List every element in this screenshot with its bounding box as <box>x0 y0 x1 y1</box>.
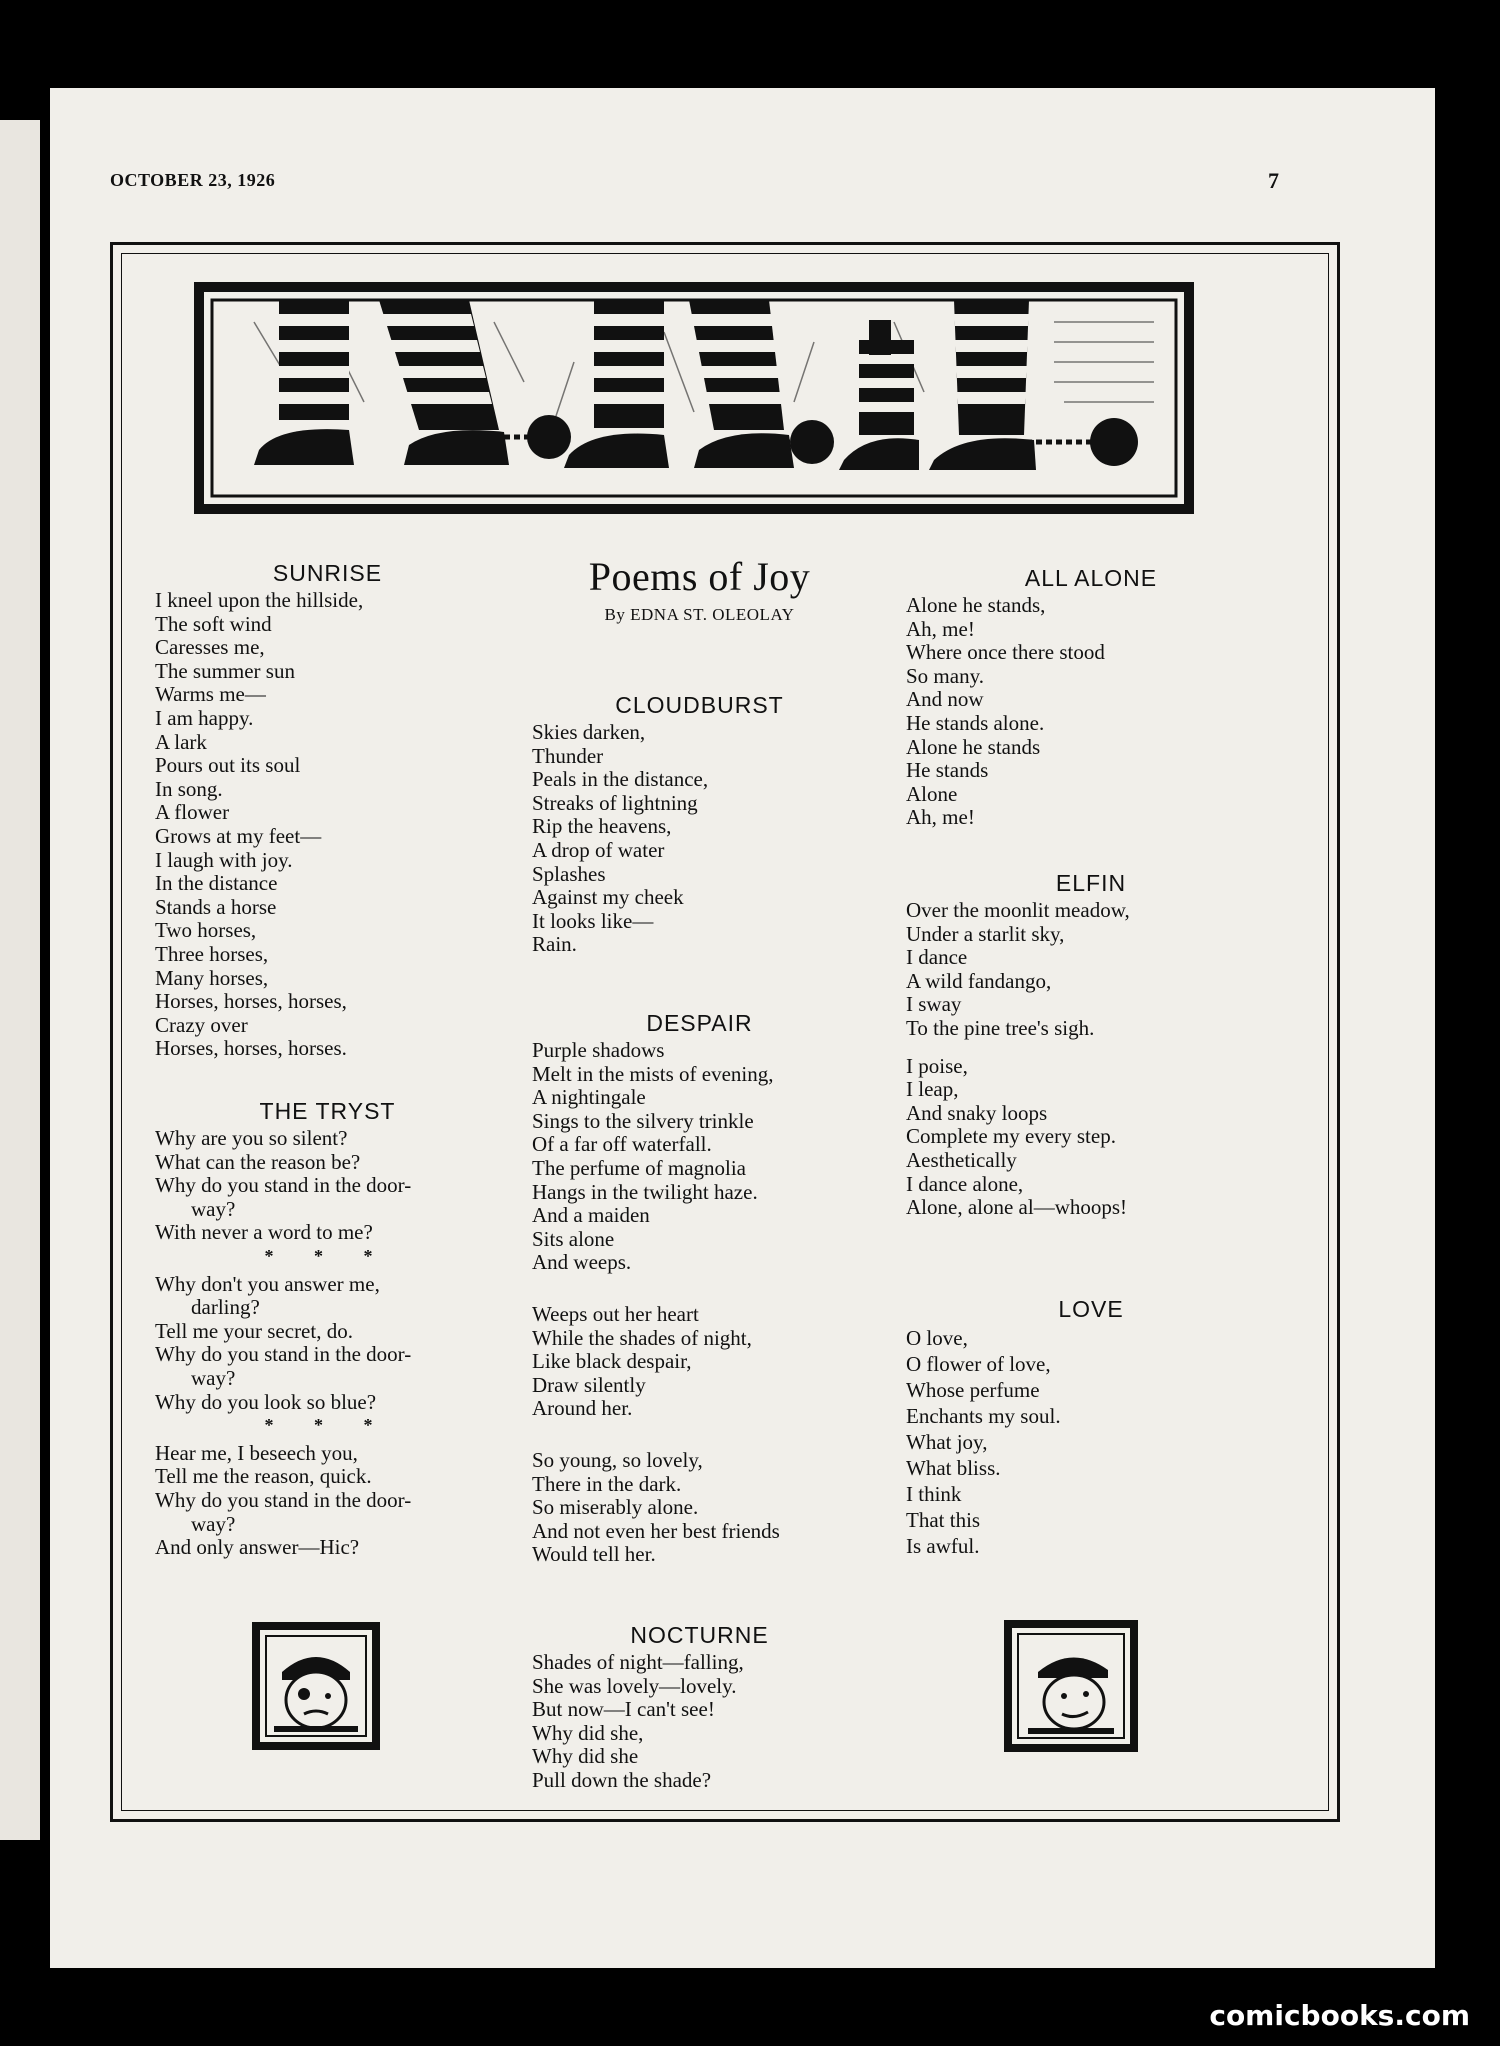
poem-line: Would tell her. <box>532 1542 656 1567</box>
poem-line: Alone <box>906 781 958 806</box>
poem-line: I laugh with joy. <box>155 847 293 872</box>
poem-line: With never a word to me? <box>155 1220 373 1245</box>
poem-line: Peals in the distance, <box>532 767 709 792</box>
poem-line: Rip the heavens, <box>532 814 672 839</box>
poem-line: And snaky loops <box>906 1100 1048 1125</box>
poem-line: Alone he stands <box>906 734 1041 759</box>
poem-line: The soft wind <box>155 611 272 636</box>
poem-line: I poise, <box>906 1053 968 1078</box>
poem-line: I dance <box>906 945 968 970</box>
poem-line: Thunder <box>532 743 604 768</box>
poem-line: That this <box>906 1508 981 1532</box>
poem-line: A wild fandango, <box>906 968 1052 993</box>
poem-line: So young, so lovely, <box>532 1447 703 1472</box>
page-number: 7 <box>1268 168 1279 193</box>
poem-line: I am happy. <box>155 705 254 730</box>
poem-sunrise <box>155 560 500 1061</box>
poem-line: What can the reason be? <box>155 1149 361 1174</box>
running-head: OCTOBER 23, 1926 <box>110 170 276 190</box>
convict-legs-illustration <box>194 282 1194 514</box>
poem-line: Where once there stood <box>906 640 1105 665</box>
poem-line: A flower <box>155 800 230 825</box>
poem-line: She was lovely—lovely. <box>532 1673 737 1698</box>
poem-title: SUNRISE <box>272 560 383 586</box>
poem-despair <box>532 1010 867 1567</box>
poem-line: Complete my every step. <box>906 1124 1116 1149</box>
poem-line: Weeps out her heart <box>532 1301 699 1326</box>
poem-line: Against my cheek <box>532 885 684 910</box>
section-separator: * * * <box>264 1415 391 1436</box>
poem-line: Shades of night—falling, <box>532 1650 744 1674</box>
poem-line: Around her. <box>532 1396 633 1421</box>
poem-line: In the distance <box>155 871 278 896</box>
convict-portrait-right <box>1004 1620 1138 1752</box>
poem-line: It looks like— <box>532 908 654 933</box>
poem-line: Alone he stands, <box>906 593 1046 617</box>
poem-line: Why don't you answer me, <box>155 1271 380 1296</box>
poem-line: Crazy over <box>155 1012 248 1037</box>
poem-line: Over the moonlit meadow, <box>906 898 1130 922</box>
poem-line: Under a starlit sky, <box>906 921 1065 946</box>
poem-title: ELFIN <box>1055 870 1127 896</box>
article-header <box>532 554 867 626</box>
poem-love <box>906 1296 1276 1559</box>
section-separator: * * * <box>264 1245 391 1266</box>
poem-line: Why do you stand in the door- <box>155 1173 412 1198</box>
poem-line: A lark <box>155 729 207 754</box>
poem-line: Ah, me! <box>906 616 975 641</box>
poem-title: NOCTURNE <box>630 1622 769 1648</box>
poem-line: O flower of love, <box>906 1352 1051 1376</box>
poem-line: Why did she <box>532 1744 639 1769</box>
poem-line: Pull down the shade? <box>532 1767 712 1792</box>
poem-line: Melt in the mists of evening, <box>532 1061 774 1086</box>
poem-line: way? <box>191 1511 236 1536</box>
poem-line: And not even her best friends <box>532 1518 780 1543</box>
poem-elfin <box>906 870 1276 1220</box>
poem-line: Rain. <box>532 932 577 957</box>
poem-line: Why do you stand in the door- <box>155 1342 412 1367</box>
poem-line: Stands a horse <box>155 894 277 919</box>
poem-line: Aesthetically <box>906 1147 1017 1172</box>
poem-line: Ah, me! <box>906 805 975 830</box>
poem-line: Enchants my soul. <box>906 1404 1061 1428</box>
poem-line: way? <box>191 1365 236 1390</box>
poem-line: So many. <box>906 663 984 688</box>
poem-line: I sway <box>906 992 962 1017</box>
poem-line: Hangs in the twilight haze. <box>532 1179 758 1204</box>
poem-line: Purple shadows <box>532 1038 665 1062</box>
poem-title: ALL ALONE <box>1024 565 1158 591</box>
poem-the-tryst <box>155 1098 500 1560</box>
poem-line: darling? <box>191 1295 260 1320</box>
poem-cloudburst <box>532 692 867 957</box>
poem-line: The perfume of magnolia <box>532 1155 746 1180</box>
poem-line: Grows at my feet— <box>155 823 322 848</box>
poem-line: Streaks of lightning <box>532 790 698 815</box>
poem-line: way? <box>191 1196 236 1221</box>
poem-line: Warms me— <box>155 682 266 707</box>
poem-line: Horses, horses, horses. <box>155 1036 347 1061</box>
poem-line: The summer sun <box>155 658 295 683</box>
poem-line: Tell me the reason, quick. <box>155 1464 372 1489</box>
poem-line: Splashes <box>532 861 606 886</box>
poem-line: To the pine tree's sigh. <box>906 1015 1095 1040</box>
poem-line: Like black despair, <box>532 1349 692 1374</box>
poem-line: Why are you so silent? <box>155 1126 348 1150</box>
poem-title: CLOUDBURST <box>615 692 784 718</box>
poem-title: LOVE <box>1058 1296 1124 1322</box>
convict-portrait-left <box>252 1622 380 1750</box>
article-title: Poems of Joy <box>588 554 811 599</box>
poem-line: He stands alone. <box>906 710 1045 735</box>
poem-line: Hear me, I beseech you, <box>155 1440 358 1465</box>
poem-line: What joy, <box>906 1430 988 1454</box>
article-byline: By EDNA ST. OLEOLAY <box>604 604 795 624</box>
poem-line: Horses, horses, horses, <box>155 989 347 1014</box>
poem-line: And now <box>906 687 984 712</box>
poem-line: A nightingale <box>532 1085 646 1110</box>
poem-line: Caresses me, <box>155 635 265 660</box>
poem-all-alone <box>906 565 1276 830</box>
poem-line: There in the dark. <box>532 1471 682 1496</box>
poem-line: Is awful. <box>906 1534 980 1558</box>
poem-line: And weeps. <box>532 1250 632 1275</box>
poem-line: A drop of water <box>532 837 665 862</box>
poem-title: DESPAIR <box>646 1010 753 1036</box>
poem-line: He stands <box>906 758 989 783</box>
poem-line: Tell me your secret, do. <box>155 1318 353 1343</box>
poem-line: Why do you stand in the door- <box>155 1487 412 1512</box>
poem-line: In song. <box>155 776 223 801</box>
poem-line: I think <box>906 1482 962 1506</box>
poem-line: So miserably alone. <box>532 1495 699 1520</box>
poem-title: THE TRYST <box>259 1098 396 1124</box>
facing-page-edge <box>0 120 40 1840</box>
poem-line: And only answer—Hic? <box>155 1535 360 1560</box>
poem-line: Pours out its soul <box>155 753 301 778</box>
poem-line: Why do you look so blue? <box>155 1389 377 1414</box>
poem-line: O love, <box>906 1326 968 1350</box>
poem-line: Draw silently <box>532 1372 646 1397</box>
poem-line: I kneel upon the hillside, <box>155 588 364 612</box>
poem-line: Sits alone <box>532 1226 615 1251</box>
poem-line: Alone, alone al—whoops! <box>906 1195 1128 1220</box>
poem-line: Of a far off waterfall. <box>532 1132 712 1157</box>
poem-line: I leap, <box>906 1077 959 1102</box>
poem-line: I dance alone, <box>906 1171 1024 1196</box>
poem-line: What bliss. <box>906 1456 1001 1480</box>
poem-line: Why did she, <box>532 1720 644 1745</box>
poem-line: Sings to the silvery trinkle <box>532 1108 754 1133</box>
site-watermark: comicbooks.com <box>1209 1999 1470 2032</box>
poem-line: Two horses, <box>155 918 257 943</box>
poem-line: While the shades of night, <box>532 1325 752 1350</box>
poem-line: Three horses, <box>155 941 269 966</box>
poem-line: And a maiden <box>532 1203 650 1228</box>
poem-line: Skies darken, <box>532 720 646 744</box>
poem-line: Many horses, <box>155 965 269 990</box>
poem-line: But now—I can't see! <box>532 1697 715 1722</box>
poem-line: Whose perfume <box>906 1378 1040 1402</box>
poem-nocturne <box>532 1622 867 1793</box>
